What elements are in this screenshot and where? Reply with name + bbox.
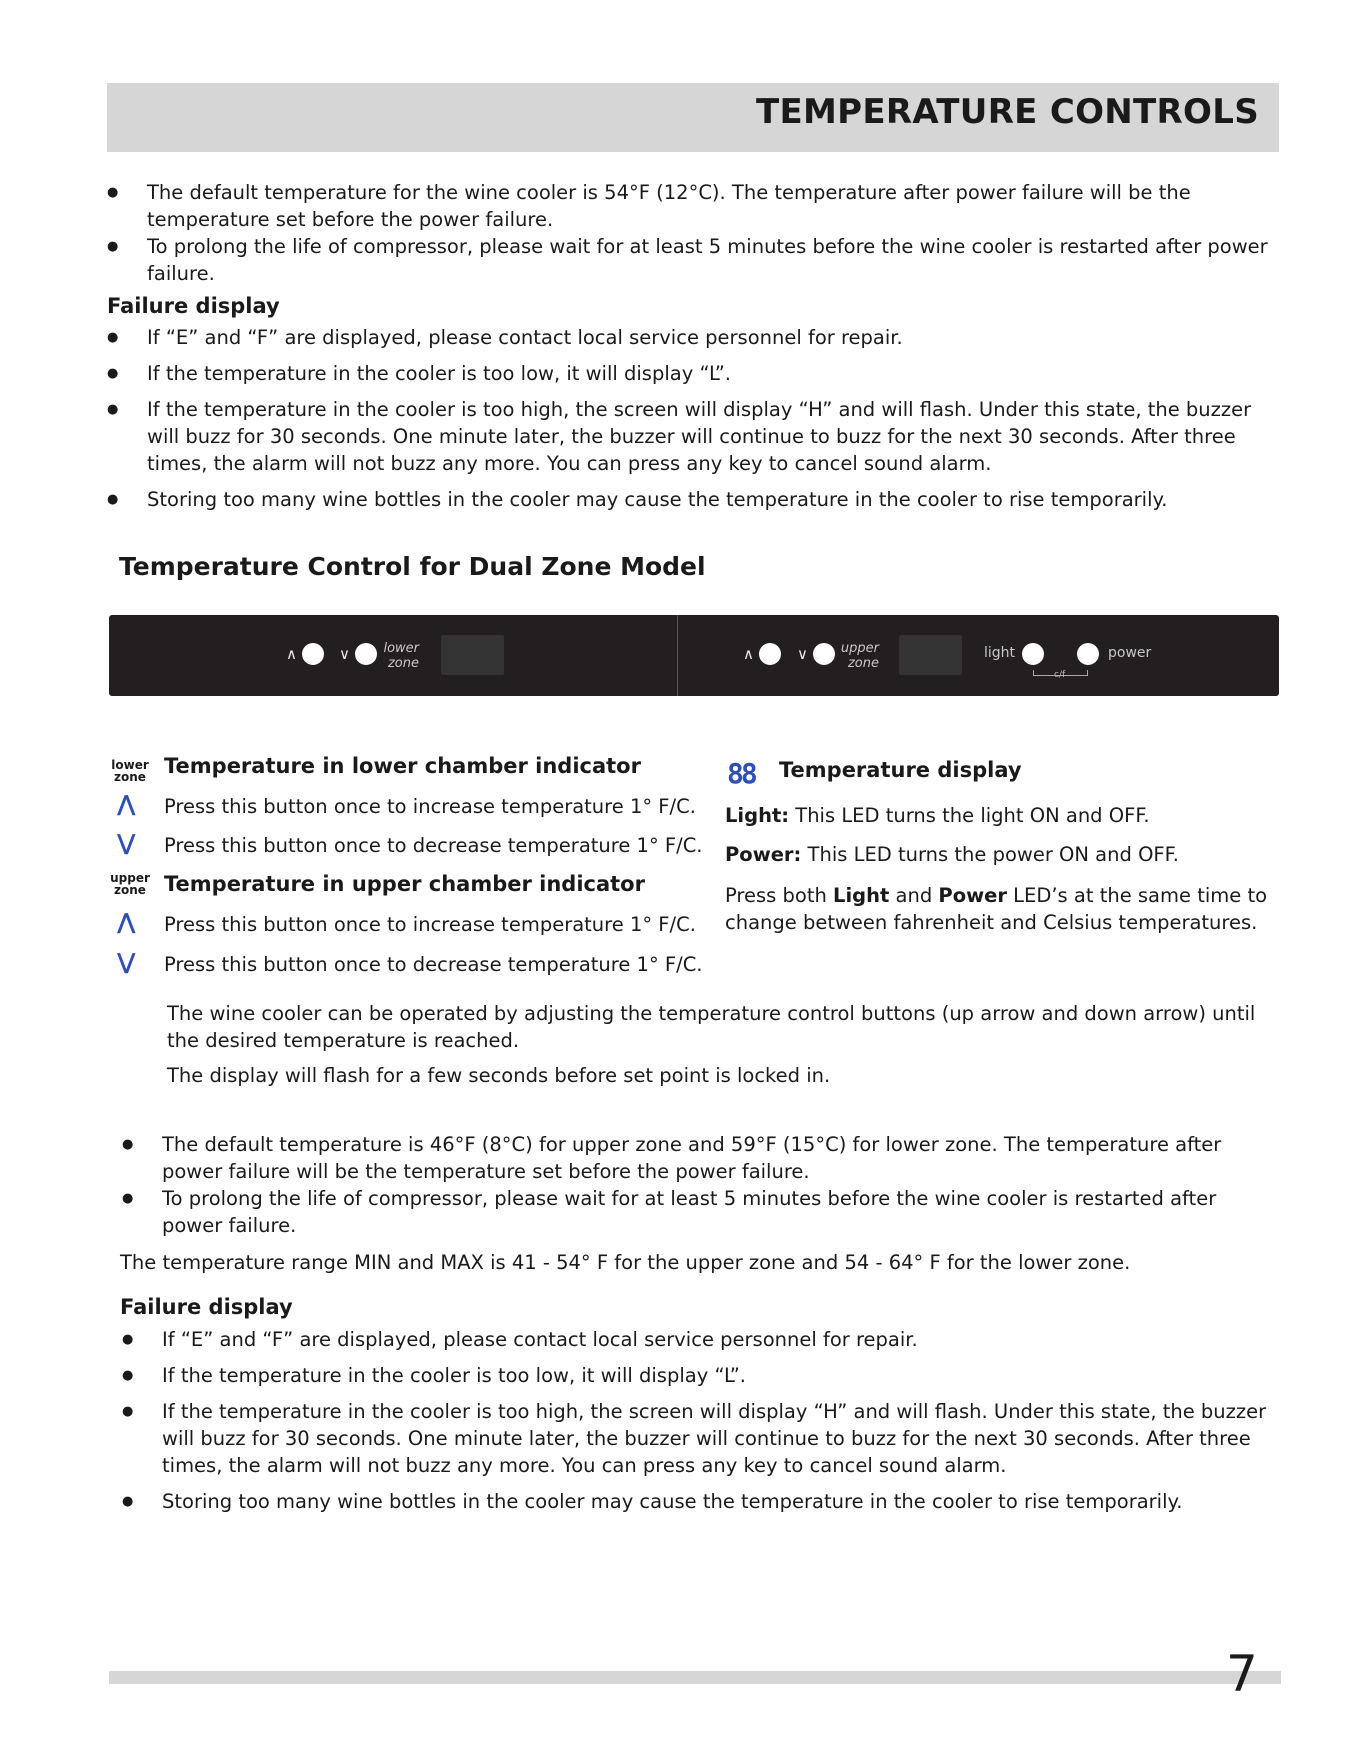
operation-paragraph-2: The display will flash for a few seconds before set point is locked in. xyxy=(167,1064,831,1087)
dual-zone-notes xyxy=(122,1131,1282,1239)
upper-chamber-heading: Temperature in upper chamber indicator xyxy=(164,872,645,896)
lower-chamber-heading: Temperature in lower chamber indicator xyxy=(164,754,641,778)
list-item: ● The default temperature for the wine cooler is 54°F (12°C). The temperature after power failure will be the temperature set before the power failure. xyxy=(107,179,1279,233)
lower-down-arrow-icon: ⋁ xyxy=(117,831,136,856)
upper-up-arrow-icon: ⋀ xyxy=(117,910,136,935)
lower-up-button[interactable] xyxy=(302,643,324,665)
upper-zone-label: upper zone xyxy=(840,641,879,671)
power-button[interactable] xyxy=(1077,643,1099,665)
failure-list-2 xyxy=(122,1326,1282,1515)
list-item: ● If the temperature in the cooler is too low, it will display “L”. xyxy=(107,360,1279,387)
upper-zone-display xyxy=(899,635,962,675)
list-item: ● Storing too many wine bottles in the cooler may cause the temperature in the cooler to rise temporarily. xyxy=(122,1488,1282,1515)
panel-divider xyxy=(677,615,678,696)
temperature-display-heading: Temperature display xyxy=(779,758,1022,782)
upper-up-arrow-icon: ∧ xyxy=(743,645,754,663)
temperature-display-icon: 88 xyxy=(727,757,755,790)
operation-paragraph-1: The wine cooler can be operated by adjusting the temperature control buttons (up arrow and down arrow) until the desired temperature is reached. xyxy=(167,1002,1256,1052)
list-item: ● If the temperature in the cooler is too high, the screen will display “H” and will flash. Under this state, the buzzer will buzz for 30 seconds. One minute later, the buzzer will continue to buzz for the next 30 seconds. After three times, the alarm will not buzz any more. You can press any key to cancel sound alarm. xyxy=(122,1398,1282,1479)
list-item: ● To prolong the life of compressor, please wait for at least 5 minutes before the wine cooler is restarted after power failure. xyxy=(107,233,1279,287)
dual-zone-title: Temperature Control for Dual Zone Model xyxy=(119,552,706,581)
page-number: 7 xyxy=(1226,1645,1258,1703)
upper-decrease-text: Press this button once to decrease temperature 1° F/C. xyxy=(164,953,703,976)
lower-down-arrow-icon: ∨ xyxy=(339,645,350,663)
upper-down-button[interactable] xyxy=(813,643,835,665)
light-button[interactable] xyxy=(1022,643,1044,665)
upper-up-button[interactable] xyxy=(759,643,781,665)
list-item: ● If the temperature in the cooler is too low, it will display “L”. xyxy=(122,1362,1282,1389)
lower-zone-label: lower zone xyxy=(383,641,419,671)
upper-down-arrow-icon: ⋁ xyxy=(117,950,136,975)
lower-down-button[interactable] xyxy=(355,643,377,665)
intro-list xyxy=(107,179,1279,287)
failure-display-heading-1: Failure display xyxy=(107,294,280,318)
list-item: ● If “E” and “F” are displayed, please contact local service personnel for repair. xyxy=(107,324,1279,351)
lower-decrease-text: Press this button once to decrease temperature 1° F/C. xyxy=(164,834,703,857)
lower-up-arrow-icon: ∧ xyxy=(286,645,297,663)
control-panel xyxy=(109,615,1279,696)
list-item: ● If the temperature in the cooler is too high, the screen will display “H” and will flash. Under this state, the buzzer will buzz for 30 seconds. One minute later, the buzzer will continue to buzz for the next 30 seconds. After three times, the alarm will not buzz any more. You can press any key to cancel sound alarm. xyxy=(107,396,1279,477)
list-item: ● Storing too many wine bottles in the cooler may cause the temperature in the cooler to rise temporarily. xyxy=(107,486,1279,513)
upper-increase-text: Press this button once to increase temperature 1° F/C. xyxy=(164,913,696,936)
lower-increase-text: Press this button once to increase temperature 1° F/C. xyxy=(164,795,696,818)
cf-label: c/f xyxy=(1054,670,1066,680)
list-item: ● To prolong the life of compressor, please wait for at least 5 minutes before the wine cooler is restarted after power failure. xyxy=(122,1185,1282,1239)
light-description: Light: This LED turns the light ON and OFF. xyxy=(725,804,1150,827)
cf-toggle-description: Press both Light and Power LED’s at the same time to change between fahrenheit and Celsius temperatures. xyxy=(725,884,1268,934)
power-label: power xyxy=(1108,645,1152,661)
temperature-range: The temperature range MIN and MAX is 41 - 54° F for the upper zone and 54 - 64° F for the lower zone. xyxy=(120,1251,1131,1274)
list-item: ● The default temperature is 46°F (8°C) for upper zone and 59°F (15°C) for lower zone. The temperature after power failure will be the temperature set before the power failure. xyxy=(122,1131,1282,1185)
page-title: TEMPERATURE CONTROLS xyxy=(755,92,1259,132)
failure-list-1 xyxy=(107,324,1279,513)
upper-zone-icon: upper zone xyxy=(110,871,150,897)
failure-display-heading-2: Failure display xyxy=(120,1295,293,1319)
header-bar xyxy=(107,83,1279,152)
lower-zone-display xyxy=(441,635,504,675)
lower-zone-icon: lower zone xyxy=(111,758,149,784)
light-label: light xyxy=(984,645,1016,661)
footer-bar xyxy=(109,1671,1281,1684)
lower-up-arrow-icon: ⋀ xyxy=(117,792,136,817)
power-description: Power: This LED turns the power ON and OFF. xyxy=(725,843,1179,866)
upper-down-arrow-icon: ∨ xyxy=(797,645,808,663)
list-item: ● If “E” and “F” are displayed, please contact local service personnel for repair. xyxy=(122,1326,1282,1353)
